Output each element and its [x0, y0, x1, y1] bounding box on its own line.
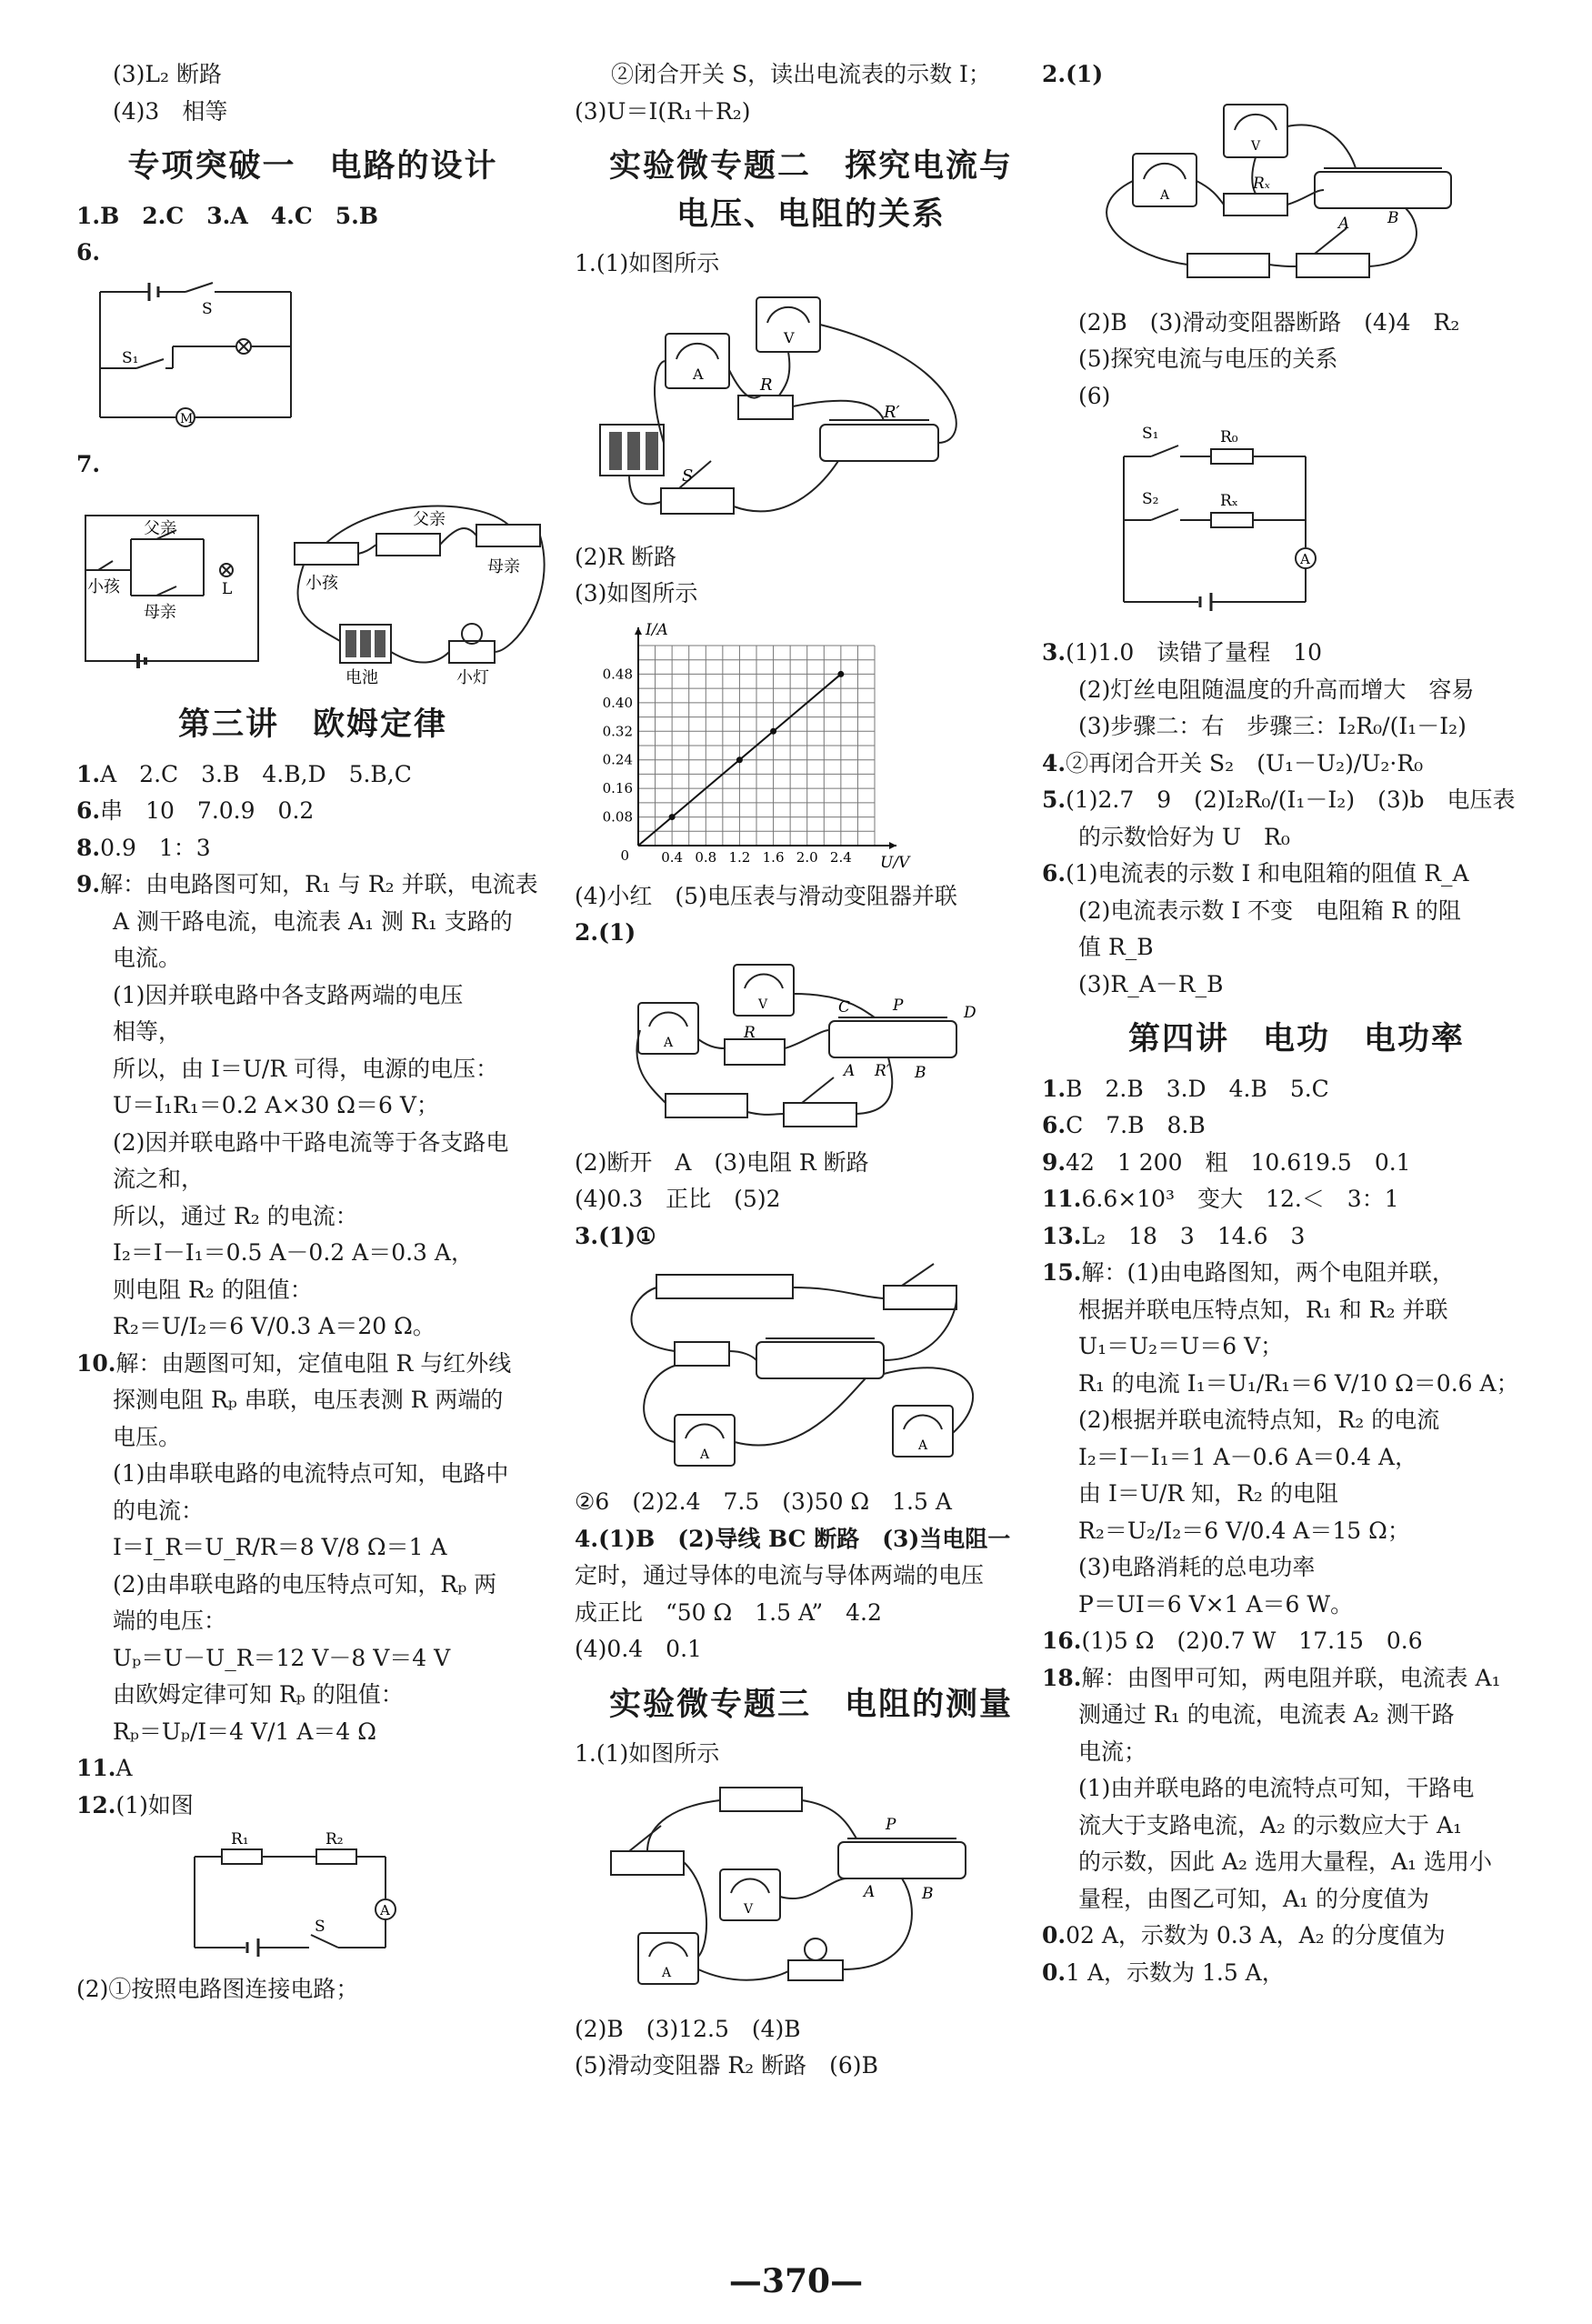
text-line: 18.解：由图甲可知，两电阻并联，电流表 A₁ — [1042, 1664, 1501, 1691]
label-A: A — [1160, 187, 1170, 203]
text-line: 的示数恰好为 U R₀ — [1078, 823, 1290, 850]
text-line: ②闭合开关 S，读出电流表的示数 I； — [611, 61, 991, 87]
text-line: (2)因并联电路中干路电流等于各支路电 — [113, 1128, 509, 1156]
text-line: 6.(1)电流表的示数 I 和电阻箱的阻值 R_A — [1042, 860, 1469, 887]
text-line: (3)U＝I(R₁＋R₂) — [575, 97, 751, 125]
label-A2: A — [1338, 214, 1350, 233]
text-line: A 测干路电流，电流表 A₁ 测 R₁ 支路的 — [113, 907, 513, 935]
text-line: (2)B (3)12.5 (4)B — [575, 2015, 801, 2042]
text-line: 5.(1)2.7 9 (2)I₂R₀/(I₁－I₂) (3)b 电压表 — [1042, 786, 1516, 813]
label-R1: R₁ — [231, 1830, 249, 1848]
x-tick-label: 2.4 — [829, 848, 852, 866]
x-axis-label: U/V — [880, 853, 910, 872]
text-line: 2.(1) — [575, 919, 636, 946]
apparatus-diagram-5 — [1042, 99, 1515, 299]
label-L: L — [222, 580, 233, 598]
text-line: 1.B 2.B 3.D 4.B 5.C — [1042, 1075, 1329, 1102]
label-S1: S₁ — [122, 348, 139, 367]
answer-lines — [1042, 1071, 1551, 1992]
text-line: 所以，通过 R₂ 的电流： — [113, 1202, 358, 1229]
text-line: I₂＝I－I₁＝0.5 A－0.2 A＝0.3 A， — [113, 1239, 474, 1266]
text-line: (1)由并联电路的电流特点可知，干路电 — [1078, 1775, 1475, 1801]
text-line: 量程，由图乙可知，A₁ 的分度值为 — [1078, 1885, 1430, 1912]
label-R: R — [760, 375, 773, 395]
circuit-diagram-7 — [76, 488, 549, 688]
text-line: (1)因并联电路中各支路两端的电压 — [113, 981, 464, 1008]
label-S1: S₁ — [1142, 425, 1159, 443]
data-point — [837, 670, 844, 676]
label-V: V — [758, 997, 768, 1012]
text-line: R₂＝U₂/I₂＝6 V/0.4 A＝15 Ω； — [1078, 1517, 1410, 1544]
x-tick-label: 0.8 — [695, 848, 717, 866]
apparatus-diagram-2 — [575, 957, 1029, 1139]
text-line: (5)探究电流与电压的关系 — [1078, 346, 1338, 372]
text-line: (2)①按照电路图连接电路； — [76, 1976, 359, 2002]
text-line: 11.6.6×10³ 变大 12.＜ 3：1 — [1042, 1186, 1399, 1212]
text-line: 1.(1)如图所示 — [575, 1740, 720, 1767]
text-line: 电流。 — [113, 945, 182, 971]
origin-label: 0 — [620, 846, 629, 864]
text-line: (4)3 相等 — [113, 97, 228, 125]
x-axis-arrow — [889, 842, 896, 849]
text-line: 13.L₂ 18 3 14.6 3 — [1042, 1222, 1306, 1249]
text-line: 由欧姆定律可知 Rₚ 的阻值： — [113, 1681, 404, 1708]
text-line: 6.串 10 7.0.9 0.2 — [76, 797, 315, 824]
text-line: 6. — [76, 239, 101, 265]
label-A: A — [1300, 551, 1310, 567]
section-title: 第三讲 欧姆定律 — [177, 706, 447, 743]
y-tick-label: 0.40 — [602, 694, 633, 711]
text-line: (2)B (3)滑动变阻器断路 (4)4 R₂ — [1078, 308, 1460, 336]
label-child: 小孩 — [87, 577, 120, 596]
text-line: I＝I_R＝U_R/R＝8 V/8 Ω＝1 A — [113, 1534, 447, 1560]
section-title: 专项突破一 电路的设计 — [127, 148, 498, 185]
y-tick-label: 0.16 — [602, 779, 633, 796]
text-line: 的电流： — [113, 1497, 205, 1524]
text-line: 3.(1)1.0 读错了量程 10 — [1042, 639, 1323, 666]
label-A: A — [662, 1965, 672, 1980]
column-3 — [1042, 56, 1551, 1991]
text-line: U₁＝U₂＝U＝6 V； — [1078, 1333, 1284, 1359]
text-line: 9.解：由电路图可知，R₁ 与 R₂ 并联，电流表 — [76, 871, 538, 897]
y-tick-label: 0.24 — [602, 751, 633, 768]
label-P: P — [886, 1815, 896, 1834]
label-V: V — [784, 328, 795, 346]
text-line: 0.1 A，示数为 1.5 A， — [1042, 1958, 1285, 1986]
label-S2: S₂ — [1142, 490, 1159, 508]
section-title: 第四讲 电功 电功率 — [1127, 1021, 1465, 1057]
text-line: (2)由串联电路的电压特点可知，Rₚ 两 — [113, 1570, 497, 1598]
circuit-diagram-6 — [76, 277, 349, 441]
column-1 — [76, 56, 549, 2008]
text-line: (4)0.4 0.1 — [575, 1636, 702, 1662]
text-line: 值 R_B — [1078, 934, 1154, 960]
text-line: (2)灯丝电阻随温度的升高而增大 容易 — [1078, 676, 1475, 703]
y-axis-label: I/A — [646, 620, 668, 639]
text-line: (1)由串联电路的电流特点可知，电路中 — [113, 1460, 509, 1487]
data-point — [736, 756, 743, 763]
y-tick-label: 0.08 — [602, 808, 633, 826]
text-line: Rₚ＝Uₚ/I＝4 V/1 A＝4 Ω — [113, 1718, 377, 1745]
text-line: 4.(1)B (2)导线 BC 断路 (3)当电阻一 — [575, 1525, 1011, 1552]
text-line: 7. — [76, 450, 101, 477]
text-line: 16.(1)5 Ω (2)0.7 W 17.15 0.6 — [1042, 1628, 1423, 1654]
text-line: (2)电流表示数 I 不变 电阻箱 R 的阻 — [1078, 897, 1461, 924]
label-S: S — [315, 1918, 325, 1936]
label-C: C — [838, 997, 851, 1017]
text-line: 成正比 “50 Ω 1.5 A” 4.2 — [575, 1598, 882, 1626]
label-B: B — [922, 1884, 934, 1903]
text-line: 8.0.9 1：3 — [76, 834, 211, 861]
text-line: 流之和， — [113, 1166, 205, 1192]
label-A: A — [380, 1902, 390, 1918]
text-line: (4)0.3 正比 (5)2 — [575, 1186, 781, 1212]
label-R: R — [744, 1023, 756, 1042]
text-line: (5)滑动变阻器 R₂ 断路 (6)B — [575, 2052, 878, 2079]
label-mother: 母亲 — [144, 603, 176, 622]
label-R0: R₀ — [1220, 428, 1238, 446]
text-line: (2)根据并联电流特点知，R₂ 的电流 — [1078, 1407, 1440, 1433]
text-line: 3.(1)① — [575, 1222, 656, 1249]
text-line: (2)R 断路 — [575, 543, 677, 570]
label-B: B — [915, 1063, 926, 1082]
text-line: 探测电阻 Rₚ 串联，电压表测 R 两端的 — [113, 1387, 504, 1413]
text-line: 11.A — [76, 1755, 133, 1781]
text-line: (3)L₂ 断路 — [113, 61, 222, 87]
label-B: B — [1387, 208, 1399, 227]
text-line: 测通过 R₁ 的电流，电流表 A₂ 测干路 — [1078, 1701, 1455, 1728]
text-line: 相等， — [113, 1018, 182, 1045]
y-tick-label: 0.32 — [602, 722, 633, 739]
label-D: D — [964, 1003, 976, 1022]
text-line: 15.解：(1)由电路图知，两个电阻并联， — [1042, 1259, 1455, 1286]
label-V: V — [1251, 138, 1261, 154]
label-S: S — [682, 466, 694, 486]
apparatus-diagram-1 — [575, 288, 1029, 534]
label-Rx: Rₓ — [1253, 174, 1270, 193]
text-line: I₂＝I－I₁＝1 A－0.6 A＝0.4 A， — [1078, 1443, 1418, 1470]
label-Rx: Rₓ — [1220, 492, 1239, 510]
text-line: (3)R_A－R_B — [1078, 970, 1224, 997]
label-A2: A — [864, 1882, 876, 1901]
section-title: 实验微专题二 探究电流与 — [608, 148, 1013, 185]
label-A2: A — [844, 1061, 856, 1080]
x-tick-label: 1.2 — [728, 848, 751, 866]
y-tick-label: 0.48 — [602, 665, 633, 682]
answer-lines — [76, 756, 549, 1825]
text-line: (4)小红 (5)电压表与滑动变阻器并联 — [575, 882, 957, 909]
text-line: 12.(1)如图 — [76, 1791, 194, 1818]
column-2 — [575, 56, 1047, 2085]
label-father-2: 父亲 — [413, 510, 446, 529]
text-line: 6.C 7.B 8.B — [1042, 1112, 1206, 1138]
text-line: 由 I＝U/R 知，R₂ 的电阻 — [1078, 1480, 1338, 1507]
label-V: V — [744, 1901, 754, 1917]
text-line: 10.解：由题图可知，定值电阻 R 与红外线 — [76, 1349, 512, 1377]
text-line: 1.A 2.C 3.B 4.B,D 5.B,C — [76, 760, 412, 787]
text-line: (6) — [1078, 382, 1111, 409]
data-point — [669, 814, 676, 820]
label-Rp: R′ — [875, 1061, 890, 1080]
text-line: U＝I₁R₁＝0.2 A×30 Ω＝6 V； — [113, 1092, 439, 1118]
data-point — [770, 727, 776, 734]
text-line: (3)电路消耗的总电功率 — [1078, 1554, 1316, 1580]
label-M: M — [180, 411, 194, 426]
text-line: 流大于支路电流，A₂ 的示数应大于 A₁ — [1078, 1811, 1463, 1838]
y-axis-arrow — [635, 627, 642, 635]
text-line: R₂＝U/I₂＝6 V/0.3 A＝20 Ω。 — [113, 1313, 436, 1339]
text-line: 1.B 2.C 3.A 4.C 5.B — [76, 202, 378, 229]
label-A: A — [693, 365, 704, 383]
label-S: S — [202, 299, 213, 318]
text-line: 电流； — [1078, 1738, 1147, 1765]
label-R2: R₂ — [325, 1830, 344, 1848]
text-line: 的示数，因此 A₂ 选用大量程，A₁ 选用小 — [1078, 1848, 1492, 1875]
label-battery: 电池 — [345, 668, 378, 687]
label-father: 父亲 — [144, 519, 176, 538]
circuit-diagram-12 — [76, 1829, 458, 1966]
x-tick-label: 0.4 — [661, 848, 684, 866]
text-line: (3)步骤二：右 步骤三：I₂R₀/(I₁－I₂) — [1078, 713, 1467, 739]
x-tick-label: 1.6 — [762, 848, 785, 866]
text-line: 端的电压： — [113, 1608, 227, 1634]
circuit-diagram-c3 — [1042, 420, 1424, 629]
label-child-2: 小孩 — [305, 574, 338, 593]
apparatus-diagram-4 — [575, 1778, 1029, 2006]
text-line: 根据并联电压特点知，R₁ 和 R₂ 并联 — [1078, 1296, 1448, 1323]
text-line: 4.②再闭合开关 S₂ (U₁－U₂)/U₂·R₀ — [1042, 749, 1424, 776]
label-mother-2: 母亲 — [487, 557, 520, 576]
text-line: (3)如图所示 — [575, 580, 698, 606]
label-Rp: R′ — [884, 402, 900, 422]
text-line: 9.42 1 200 粗 10.619.5 0.1 — [1042, 1148, 1411, 1176]
text-line: ②6 (2)2.4 7.5 (3)50 Ω 1.5 A — [575, 1488, 952, 1515]
text-line: Uₚ＝U－U_R＝12 V－8 V＝4 V — [113, 1644, 451, 1671]
text-line: (2)断开 A (3)电阻 R 断路 — [575, 1148, 869, 1176]
text-line: 电压。 — [113, 1423, 182, 1450]
x-tick-label: 2.0 — [796, 848, 818, 866]
text-line: 0.02 A，示数为 0.3 A，A₂ 的分度值为 — [1042, 1922, 1446, 1948]
text-line: 2.(1) — [1042, 61, 1104, 87]
text-line: 所以，由 I＝U/R 可得，电源的电压： — [113, 1055, 499, 1082]
section-title: 实验微专题三 电阻的测量 — [608, 1686, 1013, 1723]
current-voltage-graph — [575, 618, 956, 873]
label-lamp: 小灯 — [456, 668, 489, 687]
answer-lines — [1042, 635, 1551, 1003]
label-P: P — [893, 996, 904, 1015]
text-line: 定时，通过导体的电流与导体两端的电压 — [575, 1562, 985, 1588]
label-A: A — [664, 1035, 674, 1050]
label-A: A — [700, 1447, 710, 1462]
label-A-2: A — [918, 1438, 928, 1453]
apparatus-diagram-3 — [575, 1260, 1029, 1478]
text-line: 1.(1)如图所示 — [575, 250, 720, 276]
text-line: R₁ 的电流 I₁＝U₁/R₁＝6 V/10 Ω＝0.6 A； — [1078, 1369, 1519, 1397]
text-line: 则电阻 R₂ 的阻值： — [113, 1276, 313, 1303]
section-title: 电压、电阻的关系 — [676, 195, 946, 233]
page-number: —370— — [728, 2262, 864, 2300]
text-line: P＝UI＝6 V×1 A＝6 W。 — [1078, 1590, 1354, 1618]
